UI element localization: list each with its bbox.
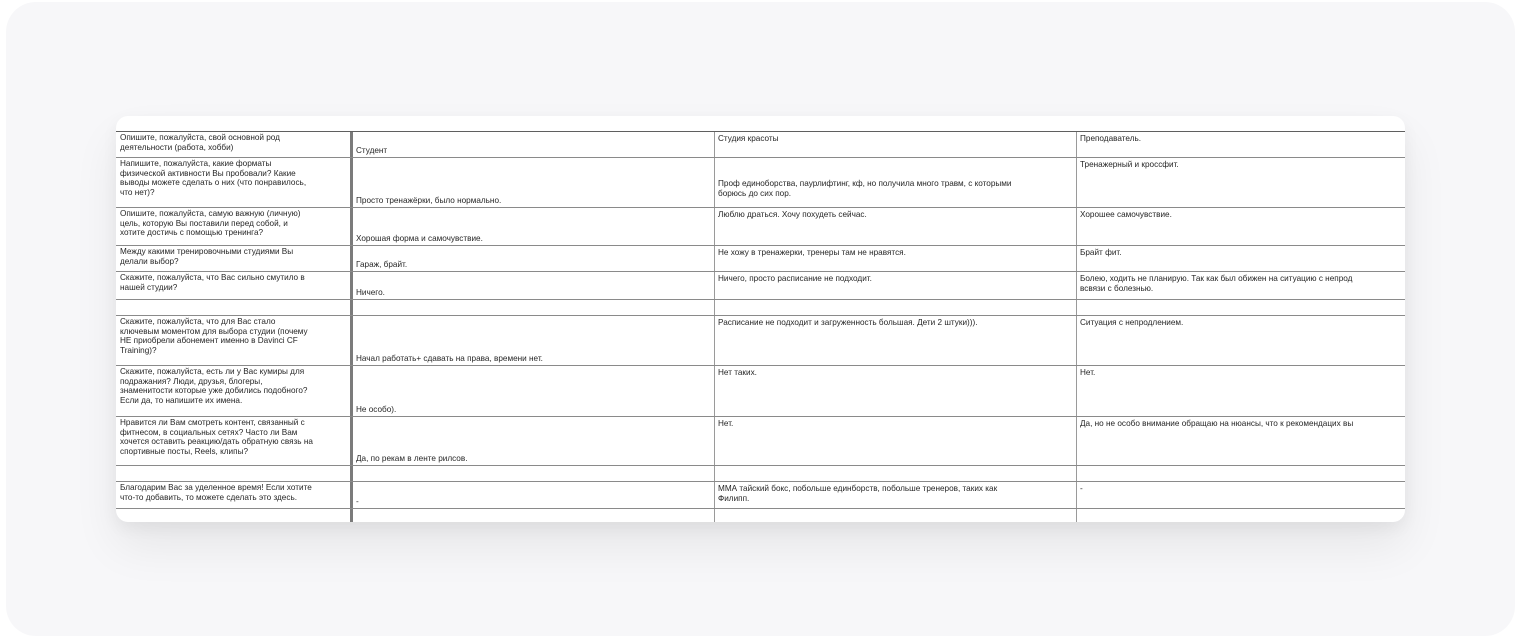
- table-row: [116, 246, 1405, 272]
- answer-cell[interactable]: Студия красоты: [714, 132, 1076, 157]
- answer-cell[interactable]: [1076, 246, 1405, 271]
- answer-cell[interactable]: [1076, 316, 1405, 365]
- cell-text: -: [1080, 484, 1083, 493]
- question-cell[interactable]: [116, 509, 350, 522]
- question-cell[interactable]: [116, 466, 350, 481]
- answer-cell[interactable]: [1076, 466, 1405, 481]
- table-row: [116, 482, 1405, 509]
- answer-cell[interactable]: Просто тренажёрки, было нормально.: [350, 158, 714, 207]
- answer-cell[interactable]: [350, 509, 714, 522]
- answer-cell[interactable]: [714, 509, 1076, 522]
- answer-cell[interactable]: Не хожу в тренажерки, тренеры там не нравятся.: [714, 246, 1076, 271]
- answer-cell[interactable]: Начал работать+ сдавать на права, времени нет.: [350, 316, 714, 365]
- question-cell[interactable]: Скажите, пожалуйста, что Вас сильно смутило в нашей студии?: [120, 273, 305, 292]
- answer-cell[interactable]: [1076, 482, 1405, 508]
- table-row: [116, 132, 1405, 158]
- cell-text: Хорошее самочувствие.: [1080, 210, 1172, 219]
- question-cell[interactable]: Опишите, пожалуйста, самую важную (личную) цель, которую Вы поставили перед собой, и хотите достичь с помощью тренинга?: [120, 209, 301, 238]
- table-row: [116, 158, 1405, 208]
- answer-cell[interactable]: [714, 466, 1076, 481]
- answer-cell[interactable]: ММА тайский бокс, побольше единборств, побольше тренеров, таких как Филипп.: [714, 482, 1076, 508]
- answer-cell[interactable]: Ничего, просто расписание не подходит.: [714, 272, 1076, 299]
- question-cell[interactable]: Нравится ли Вам смотреть контент, связанный с фитнесом, в социальных сетях? Часто ли Вам хочется оставить реакцию/дать обратную связь на спортивные посты, Reels, клипы?: [120, 418, 313, 457]
- cell-text: Брайт фит.: [1080, 248, 1122, 257]
- table-row-trailing: [116, 509, 1405, 522]
- answer-cell[interactable]: Расписание не подходит и загруженность большая. Дети 2 штуки))).: [714, 316, 1076, 365]
- question-cell[interactable]: Опишите, пожалуйста, свой основной род деятельности (работа, хобби): [120, 133, 280, 152]
- answer-cell[interactable]: [1076, 366, 1405, 416]
- table-row: [116, 417, 1405, 466]
- answer-cell[interactable]: Люблю драться. Хочу похудеть сейчас.: [714, 208, 1076, 245]
- table-row-empty: [116, 300, 1405, 316]
- answer-cell[interactable]: [1076, 417, 1405, 465]
- question-cell[interactable]: Скажите, пожалуйста, есть ли у Вас кумиры для подражания? Люди, друзья, блогеры, знаменитости которые уже добились подобного? Если да, то напишите их имена.: [120, 367, 308, 406]
- answer-cell[interactable]: Нет.: [714, 417, 1076, 465]
- answer-cell[interactable]: Проф единоборства, паурлифтинг, кф, но получила много травм, с которыми борюсь до сих пор.: [714, 158, 1076, 207]
- answer-cell[interactable]: Нет таких.: [714, 366, 1076, 416]
- table-row: [116, 366, 1405, 417]
- question-cell[interactable]: Напишите, пожалуйста, какие форматы физической активности Вы пробовали? Какие выводы можете сделать о них (что понравилось, что нет)?: [120, 159, 307, 198]
- question-cell[interactable]: Благодарим Вас за уделенное время! Если хотите что-то добавить, то можете сделать это здесь.: [120, 483, 312, 502]
- cell-text: Тренажерный и кроссфит.: [1080, 160, 1179, 169]
- answer-cell[interactable]: [350, 300, 714, 315]
- answer-cell[interactable]: Хорошая форма и самочувствие.: [350, 208, 714, 245]
- cell-text: Нет.: [1080, 368, 1096, 377]
- question-cell[interactable]: Между какими тренировочными студиями Вы делали выбор?: [120, 247, 294, 266]
- table-row-empty: [116, 466, 1405, 482]
- answer-cell[interactable]: [1076, 158, 1405, 207]
- cell-text: Преподаватель.: [1080, 134, 1142, 143]
- table-row: [116, 208, 1405, 246]
- answer-cell[interactable]: Ничего.: [350, 272, 714, 299]
- answer-cell[interactable]: Да, по рекам в ленте рилсов.: [350, 417, 714, 465]
- answer-cell[interactable]: Гараж, брайт.: [350, 246, 714, 271]
- question-cell[interactable]: Скажите, пожалуйста, что для Вас стало ключевым моментом для выбора студии (почему НЕ приобрели абонемент именно в Davinci CF Training)?: [120, 317, 308, 356]
- answer-cell[interactable]: Не особо).: [350, 366, 714, 416]
- spreadsheet-card: [116, 116, 1405, 522]
- cell-text: Да, но не особо внимание обращаю на нюансы, что к рекомендацих вы: [1080, 419, 1354, 428]
- question-cell[interactable]: [116, 300, 350, 315]
- answer-cell[interactable]: [1076, 300, 1405, 315]
- answer-cell[interactable]: -: [350, 482, 714, 508]
- answer-cell[interactable]: [350, 466, 714, 481]
- cell-text: Болею, ходить не планирую. Так как был обижен на ситуацию с непрод всвязи с болезнью.: [1080, 274, 1353, 293]
- answer-cell[interactable]: Студент: [350, 132, 714, 157]
- answer-cell[interactable]: [1076, 509, 1405, 522]
- table-row: [116, 272, 1405, 300]
- answer-cell[interactable]: [1076, 132, 1405, 157]
- answer-cell[interactable]: [1076, 272, 1405, 299]
- cell-text: Ситуация с непродлением.: [1080, 318, 1184, 327]
- survey-table: [116, 131, 1405, 522]
- answer-cell[interactable]: [714, 300, 1076, 315]
- answer-cell[interactable]: [1076, 208, 1405, 245]
- table-row: [116, 316, 1405, 366]
